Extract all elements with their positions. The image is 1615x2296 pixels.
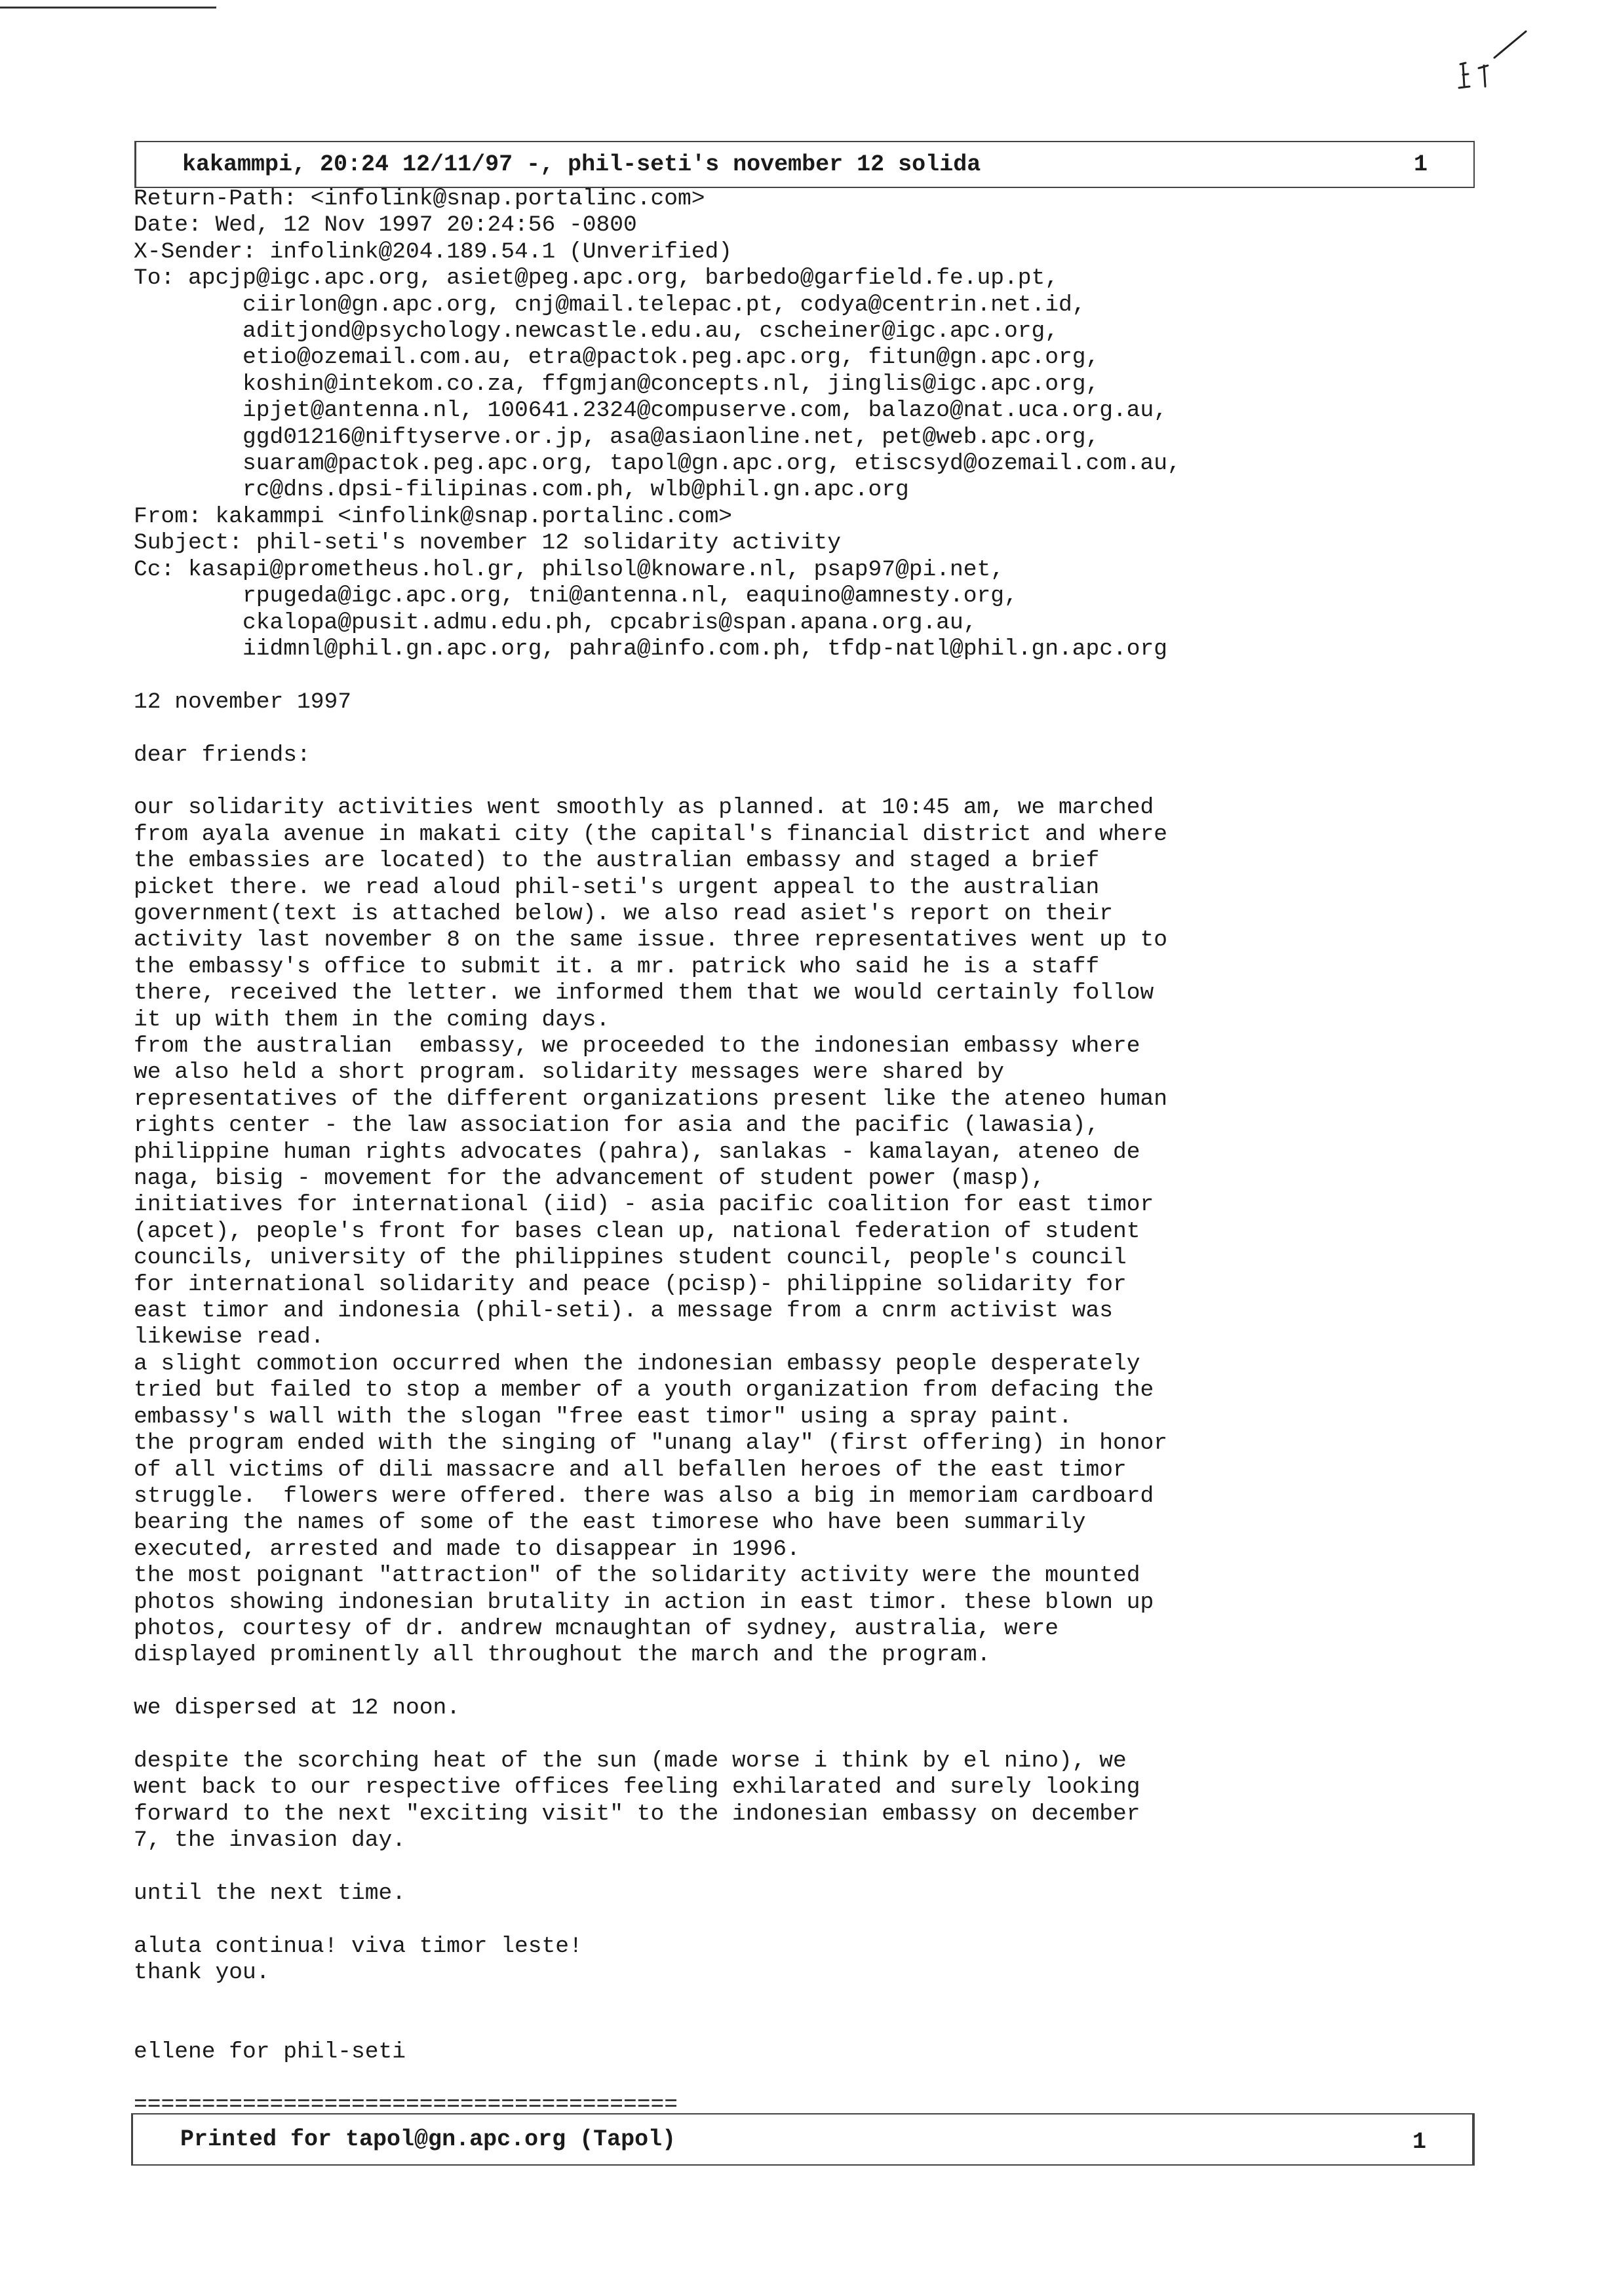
message-header-bar [134,141,1475,188]
print-footer-bar [131,2113,1475,2166]
header-page-number: 1 [1413,151,1428,178]
handwritten-mark [1449,26,1534,98]
email-message-body: Return-Path: <infolink@snap.portalinc.com> Date: Wed, 12 Nov 1997 20:24:56 -0800 X-Sender: infolink@204.189.54.1 (Unverified) To: apcjp@igc.apc.org, asiet@peg.apc.org, barbedo@garfield.fe.up.pt, ciirlon@gn.apc.org, cnj@mail.telepac.pt, codya@centrin.net.id, aditjond@psychology.newcastle.edu.au, cscheiner@igc.apc.org, etio@ozemail.com.au, etra@pactok.peg.apc.org, fitun@gn.apc.org, koshin@intekom.co.za, ffgmjan@concepts.nl, jinglis@igc.apc.org, ipjet@antenna.nl, 100641.2324@compuserve.com, balazo@nat.uca.org.au, ggd01216@niftyserve.or.jp, asa@asiaonline.net, pet@web.apc.org, suaram@pactok.peg.apc.org, tapol@gn.apc.org, etiscsyd@ozemail.com.au, rc@dns.dpsi-filipinas.com.ph, wlb@phil.gn.apc.org From: kakammpi <infolink@snap.portalinc.com> Subject: phil-seti's november 12 solidarity activity Cc: kasapi@prometheus.hol.gr, philsol@knoware.nl, psap97@pi.net, rpugeda@igc.apc.org, tni@antenna.nl, eaquino@amnesty.org, ckalopa@pusit.admu.edu.ph, cpcabris@span.apana.org.au, iidmnl@phil.gn.apc.org, pahra@info.com.ph, tfdp-natl@phil.gn.apc.org 12 november 1997 dear friends: our solidarity activities went smoothly as planned. at 10:45 am, we marched from ayala avenue in makati city (the capital's financial district and where the embassies are located) to the australian embassy and staged a brief picket there. we read aloud phil-seti's urgent appeal to the australian government(text is attached below). we also read asiet's report on their activity last november 8 on the same issue. three representatives went up to the embassy's office to submit it. a mr. patrick who said he is a staff there, received the letter. we informed them that we would certainly follow it up with them in the coming days. from the australian embassy, we proceeded to the indonesian embassy where we also held a short program. solidarity messages were shared by representatives of the different organizations present like the ateneo human rights center - the law association for asia and the pacific (lawasia), philippine human rights advocates (pahra), sanlakas - kamalayan, ateneo de naga, bisig - movement for the advancement of student power (masp), initiatives for international (iid) - asia pacific coalition for east timor (apcet), people's front for bases clean up, national federation of student councils, university of the philippines student council, people's council for international solidarity and peace (pcisp)- philippine solidarity for east timor and indonesia (phil-seti). a message from a cnrm activist was likewise read. a slight commotion occurred when the indonesian embassy people desperately tried but failed to stop a member of a youth organization from defacing the embassy's wall with the slogan "free east timor" using a spray paint. the program ended with the singing of "unang alay" (first offering) in honor of all victims of dili massacre and all befallen heroes of the east timor struggle. flowers were offered. there was also a big in memoriam cardboard bearing the names of some of the east timorese who have been summarily executed, arrested and made to disappear in 1996. the most poignant "attraction" of the solidarity activity were the mounted photos showing indonesian brutality in action in east timor. these blown up photos, courtesy of dr. andrew mcnaughtan of sydney, australia, were displayed prominently all throughout the march and the program. we dispersed at 12 noon. despite the scorching heat of the sun (made worse i think by el nino), we went back to our respective offices feeling exhilarated and surely looking forward to the next "exciting visit" to the indonesian embassy on december 7, the invasion day. until the next time. aluta continua! viva timor leste! thank you. ellene for phil-seti ======================================== [134,186,1181,2118]
top-edge-rule [0,7,216,9]
printed-for-label: Printed for tapol@gn.apc.org (Tapol) [180,2126,676,2152]
footer-page-number: 1 [1412,2129,1426,2155]
message-header-title: kakammpi, 20:24 12/11/97 -, phil-seti's november 12 solida [182,151,981,178]
